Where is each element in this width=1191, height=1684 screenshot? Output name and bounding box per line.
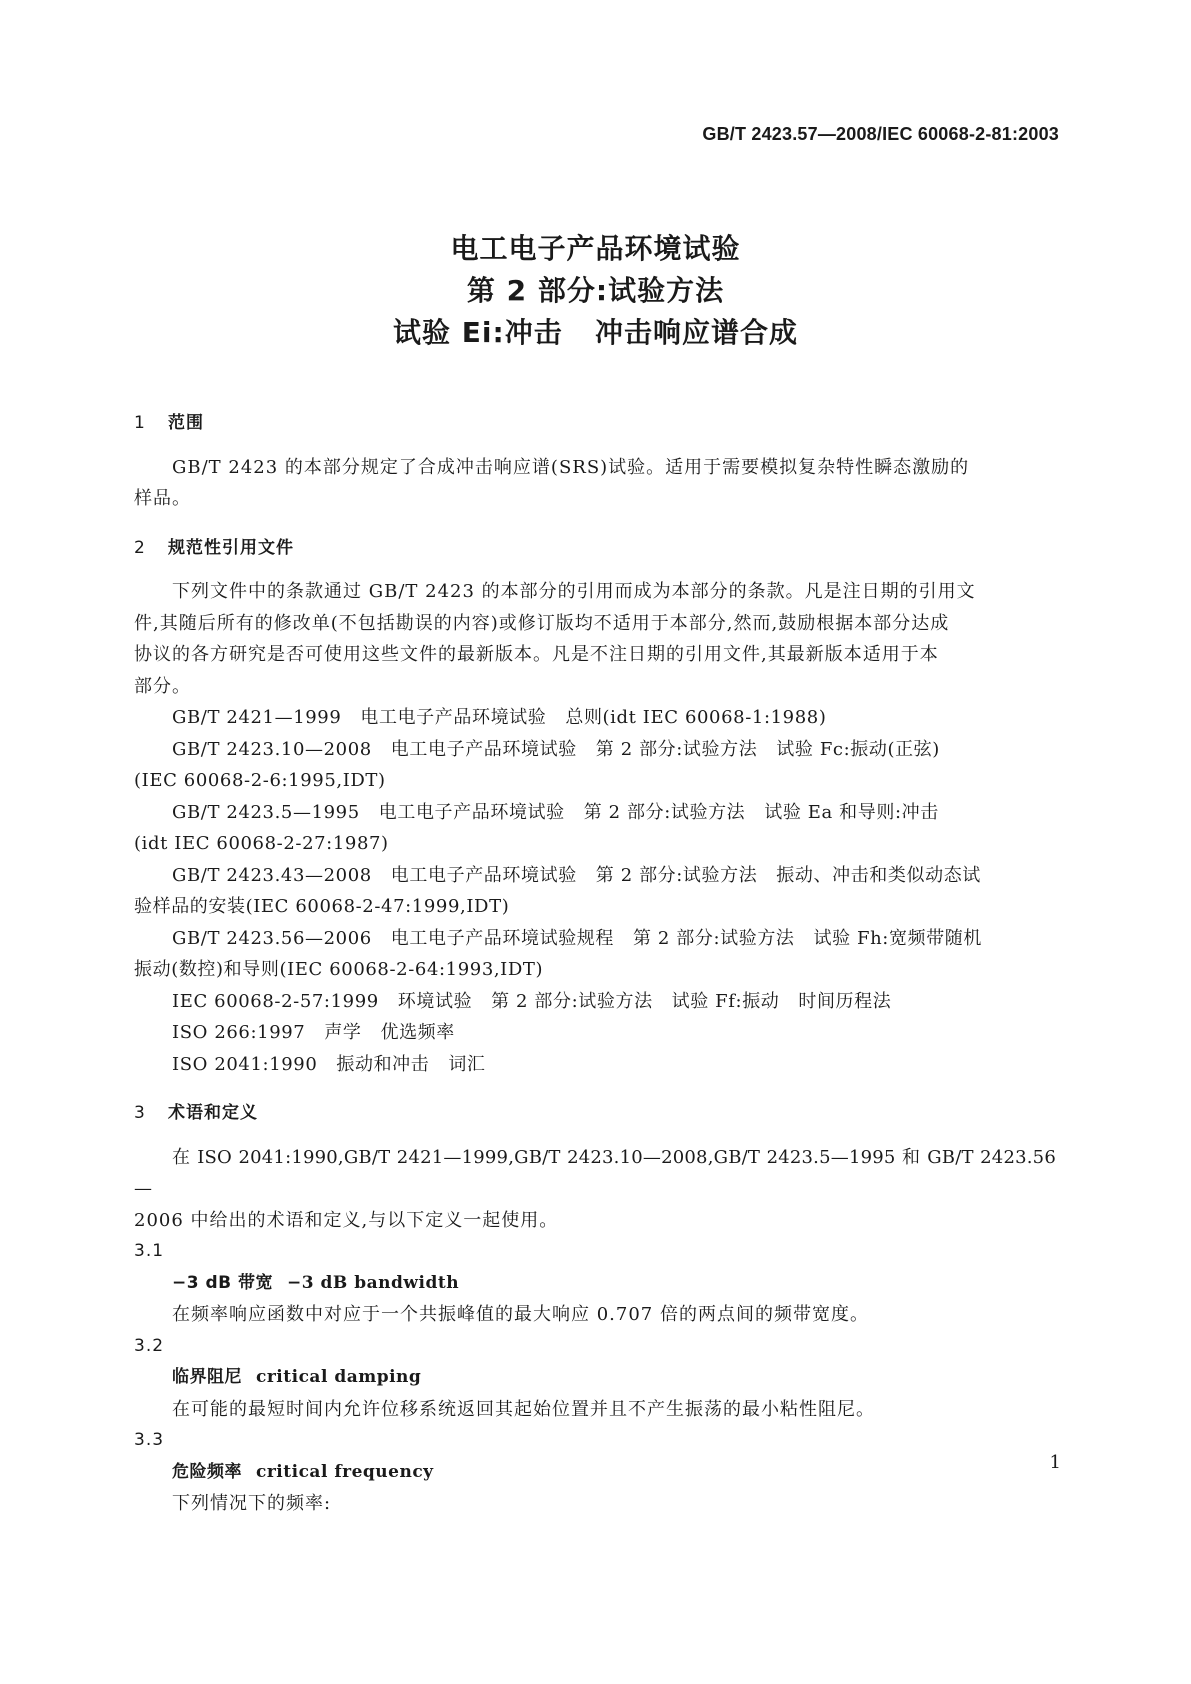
section-title: 范围: [168, 413, 204, 433]
section-number: 2: [134, 537, 146, 558]
title-line-3: 试验 Ei:冲击 冲击响应谱合成: [393, 316, 798, 349]
term-heading: [134, 1268, 1056, 1300]
reference-item: GB/T 2423.5—1995 电工电子产品环境试验 第 2 部分:试验方法 试验 Ea 和导则:冲击: [172, 801, 939, 823]
paragraph-line: 在 ISO 2041:1990,GB/T 2421—1999,GB/T 2423.10—2008,GB/T 2423.5—1995 和 GB/T 2423.56—: [134, 1146, 1056, 1199]
document-title: [0, 228, 1191, 354]
section-title: 术语和定义: [168, 1103, 258, 1123]
title-line-1: 电工电子产品环境试验: [450, 232, 741, 265]
page-number: 1: [1049, 1452, 1061, 1473]
reference-item: IEC 60068-2-57:1999 环境试验 第 2 部分:试验方法 试验 Ff:振动 时间历程法: [172, 990, 892, 1012]
standard-code: GB/T 2423.57—2008/IEC 60068-2-81:2003: [702, 124, 1059, 144]
paragraph-line: 部分。: [134, 675, 191, 697]
term-en: critical damping: [256, 1367, 422, 1387]
clause-number: 3.3: [134, 1430, 165, 1450]
paragraph-line: 件,其随后所有的修改单(不包括勘误的内容)或修订版均不适用于本部分,然而,鼓励根据本部分达成: [134, 612, 950, 634]
reference-item-cont: 振动(数控)和导则(IEC 60068-2-64:1993,IDT): [134, 959, 544, 980]
reference-item: ISO 2041:1990 振动和冲击 词汇: [172, 1053, 486, 1075]
term-definition: 下列情况下的频率:: [172, 1493, 332, 1514]
section-number: 1: [134, 413, 146, 433]
paragraph-line: GB/T 2423 的本部分规定了合成冲击响应谱(SRS)试验。适用于需要模拟复杂特性瞬态激励的: [172, 456, 970, 478]
paragraph-line: 2006 中给出的术语和定义,与以下定义一起使用。: [134, 1209, 559, 1231]
clause-number: 3.2: [134, 1335, 165, 1356]
term-zh: −3 dB 带宽: [172, 1272, 274, 1293]
reference-item: GB/T 2423.43—2008 电工电子产品环境试验 第 2 部分:试验方法 振动、冲击和类似动态试: [172, 864, 981, 886]
paragraph-line: 样品。: [134, 488, 191, 509]
term-zh: 临界阻尼: [172, 1367, 242, 1387]
title-line-2: 第 2 部分:试验方法: [466, 274, 725, 307]
section-1-heading: [134, 408, 1056, 440]
paragraph-line: 下列文件中的条款通过 GB/T 2423 的本部分的引用而成为本部分的条款。凡是注日期的引用文: [172, 581, 976, 602]
section-2-heading: [134, 533, 1056, 565]
term-heading: [134, 1457, 1056, 1489]
clause-number: 3.1: [134, 1241, 165, 1261]
section-number: 3: [134, 1103, 146, 1123]
reference-item: ISO 266:1997 声学 优选频率: [172, 1022, 455, 1043]
term-en: critical frequency: [256, 1461, 434, 1482]
term-heading: [134, 1362, 1056, 1394]
document-body: [134, 408, 1056, 1520]
reference-item-cont: 验样品的安装(IEC 60068-2-47:1999,IDT): [134, 896, 510, 917]
section-title: 规范性引用文件: [168, 537, 294, 558]
term-zh: 危险频率: [172, 1461, 242, 1482]
section-3-heading: [134, 1098, 1056, 1130]
reference-item-cont: (IEC 60068-2-6:1995,IDT): [134, 770, 386, 791]
reference-item: GB/T 2423.56—2006 电工电子产品环境试验规程 第 2 部分:试验方法 试验 Fh:宽频带随机: [172, 927, 982, 949]
term-definition: 在可能的最短时间内允许位移系统返回其起始位置并且不产生振荡的最小粘性阻尼。: [172, 1398, 875, 1420]
reference-item: GB/T 2421—1999 电工电子产品环境试验 总则(idt IEC 60068-1:1988): [172, 707, 827, 728]
reference-item-cont: (idt IEC 60068-2-27:1987): [134, 833, 389, 854]
term-en: −3 dB bandwidth: [287, 1272, 460, 1293]
paragraph-line: 协议的各方研究是否可使用这些文件的最新版本。凡是不注日期的引用文件,其最新版本适用于本: [134, 644, 939, 665]
reference-item: GB/T 2423.10—2008 电工电子产品环境试验 第 2 部分:试验方法 试验 Fc:振动(正弦): [172, 738, 940, 760]
term-definition: 在频率响应函数中对应于一个共振峰值的最大响应 0.707 倍的两点间的频带宽度。: [172, 1304, 869, 1325]
section-1-paragraph: [134, 452, 1056, 484]
